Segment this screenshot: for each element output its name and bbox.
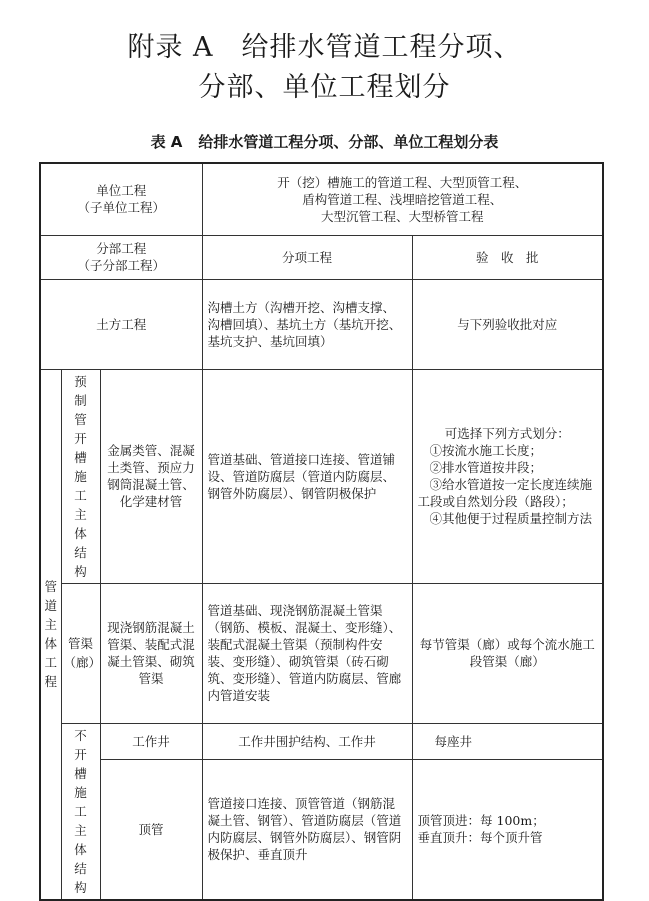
earthwork-batch: 与下列验收批对应: [412, 279, 603, 369]
prefab-batch: [412, 369, 603, 583]
sub-project-header: 分部工程 （子分部工程）: [40, 235, 202, 279]
channel-group-text: 管渠（廊）: [63, 636, 102, 670]
header-row: [40, 235, 603, 279]
prefab-group-label: [61, 369, 100, 583]
unit-project-row: [40, 163, 603, 235]
jacking-items: 管道接口连接、顶管管道（钢筋混凝土管、钢管）、管道防腐层（管道内防腐层、钢管外防腐层）、钢管阴极保护、垂直顶升: [202, 759, 412, 899]
main-body-vertical-text: 管 道 主 体 工 程: [44, 579, 57, 689]
table-caption-text: 给排水管道工程分项、分部、单位工程划分表: [198, 133, 499, 151]
channel-group-label: [61, 583, 100, 723]
page-title-line-1: 附录 A 给排水管道工程分项、: [127, 32, 522, 63]
earthwork-name: 土方工程: [40, 279, 202, 369]
prefab-type: 金属类管、混凝土类管、预应力钢筒混凝土管、化学建材管: [100, 369, 202, 583]
earthwork-row: [40, 279, 603, 369]
item-project-header: 分项工程: [202, 235, 412, 279]
jacking-row: [40, 759, 603, 899]
earthwork-items: 沟槽土方（沟槽开挖、沟槽支撑、沟槽回填）、基坑土方（基坑开挖、基坑支护、基坑回填）: [202, 279, 412, 369]
prefab-batch-line: ①按流水施工长度；: [429, 443, 543, 458]
channel-items: 管道基础、现浇钢筋混凝土管渠（钢筋、模板、混凝土、变形缝）、装配式混凝土管渠（预制构件安装、变形缝）、砌筑管渠（砖石砌筑、变形缝）、管道内防腐层、管廊内管道安装: [202, 583, 412, 723]
inspection-batch-header: 验 收 批: [412, 235, 603, 279]
table-caption: [0, 131, 649, 152]
prefab-items: 管道基础、管道接口连接、管道铺设、管道防腐层（管道内防腐层、钢管外防腐层）、钢管阴极保护: [202, 369, 412, 583]
jacking-batch: 顶管顶进：每 100m； 垂直顶升：每个顶升管: [412, 759, 603, 899]
unit-project-value: 开（挖）槽施工的管道工程、大型顶管工程、 盾构管道工程、浅埋暗挖管道工程、 大型沉管工程、大型桥管工程: [202, 163, 603, 235]
channel-type: 现浇钢筋混凝土管渠、装配式混凝土管渠、砌筑管渠: [100, 583, 202, 723]
channel-batch: 每节管渠（廊）或每个流水施工段管渠（廊）: [412, 583, 603, 723]
prefab-row: [40, 369, 603, 583]
table-caption-label: 表 A: [150, 133, 183, 151]
prefab-group-vertical-text: 预 制 管 开 槽 施 工 主 体 结 构: [74, 373, 87, 579]
trenchless-group-vertical-text: 不 开 槽 施 工 主 体 结 构: [74, 727, 87, 895]
division-table: [39, 162, 604, 901]
well-batch: 每座井: [412, 723, 603, 759]
channel-row: [40, 583, 603, 723]
prefab-batch-line: ②排水管道按井段；: [429, 460, 543, 475]
prefab-batch-line: 可选择下列方式划分：: [444, 426, 570, 441]
well-type: 工作井: [100, 723, 202, 759]
well-items: 工作井围护结构、工作井: [202, 723, 412, 759]
prefab-batch-line: ③给水管道按一定长度连续施工段或自然划分段（路段）；: [417, 477, 593, 509]
jacking-type: 顶管: [100, 759, 202, 899]
prefab-batch-line: ④其他便于过程质量控制方法: [429, 511, 593, 526]
trenchless-group-label: [61, 723, 100, 900]
page-title-line-2: 分部、单位工程划分: [198, 72, 451, 103]
well-row: [40, 723, 603, 759]
unit-project-header: 单位工程 （子单位工程）: [40, 163, 202, 235]
main-body-label: [40, 369, 61, 900]
